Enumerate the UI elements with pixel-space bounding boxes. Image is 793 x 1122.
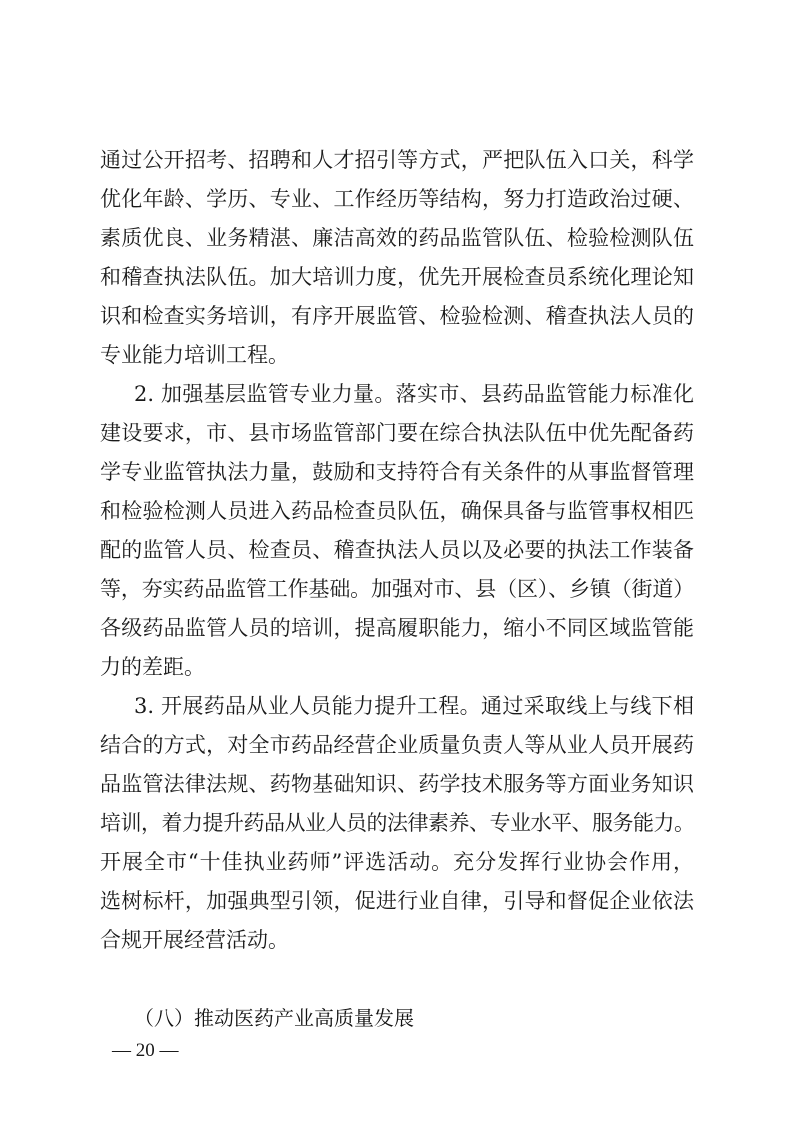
- paragraph-1-line-5: 识和检查实务培训，有序开展监管、检验检测、稽查执法人员的: [100, 304, 694, 328]
- paragraph-2-line-4: 和检验检测人员进入药品检查员队伍，确保具备与监管事权相匹: [100, 499, 694, 523]
- paragraph-1-line-1: 通过公开招考、招聘和人才招引等方式，严把队伍入口关，科学: [100, 148, 694, 172]
- paragraph-1-line-4: 和稽查执法队伍。加大培训力度，优先开展检查员系统化理论知: [100, 265, 694, 289]
- paragraph-2-line-3: 学专业监管执法力量，鼓励和支持符合有关条件的从事监督管理: [100, 460, 694, 484]
- section-heading: （八）推动医药产业高质量发展: [134, 1006, 414, 1030]
- paragraph-3-line-1: 3. 开展药品从业人员能力提升工程。通过采取线上与线下相: [134, 694, 694, 718]
- paragraph-2-line-5: 配的监管人员、检查员、稽查执法人员以及必要的执法工作装备: [100, 538, 694, 562]
- paragraph-3-line-2: 结合的方式，对全市药品经营企业质量负责人等从业人员开展药: [100, 733, 694, 757]
- paragraph-2-line-8: 力的差距。: [100, 655, 205, 679]
- page-number: — 20 —: [112, 1040, 179, 1061]
- paragraph-1-line-6: 专业能力培训工程。: [100, 343, 289, 367]
- paragraph-1-line-2: 优化年龄、学历、专业、工作经历等结构，努力打造政治过硬、: [100, 187, 694, 211]
- paragraph-2-line-1: 2. 加强基层监管专业力量。落实市、县药品监管能力标准化: [134, 382, 694, 406]
- paragraph-3-line-5: 开展全市“十佳执业药师”评选活动。充分发挥行业协会作用，: [100, 850, 694, 874]
- paragraph-2-line-6: 等，夯实药品监管工作基础。加强对市、县（区）、乡镇（街道）: [100, 577, 694, 601]
- paragraph-3-line-7: 合规开展经营活动。: [100, 928, 289, 952]
- paragraph-2-line-2: 建设要求，市、县市场监管部门要在综合执法队伍中优先配备药: [100, 421, 694, 445]
- paragraph-3-line-3: 品监管法律法规、药物基础知识、药学技术服务等方面业务知识: [100, 772, 694, 796]
- paragraph-3-line-4: 培训，着力提升药品从业人员的法律素养、专业水平、服务能力。: [100, 811, 695, 835]
- paragraph-3-line-6: 选树标杆，加强典型引领，促进行业自律，引导和督促企业依法: [100, 889, 694, 913]
- paragraph-1-line-3: 素质优良、业务精湛、廉洁高效的药品监管队伍、检验检测队伍: [100, 226, 694, 250]
- paragraph-2-line-7: 各级药品监管人员的培训，提高履职能力，缩小不同区域监管能: [100, 616, 694, 640]
